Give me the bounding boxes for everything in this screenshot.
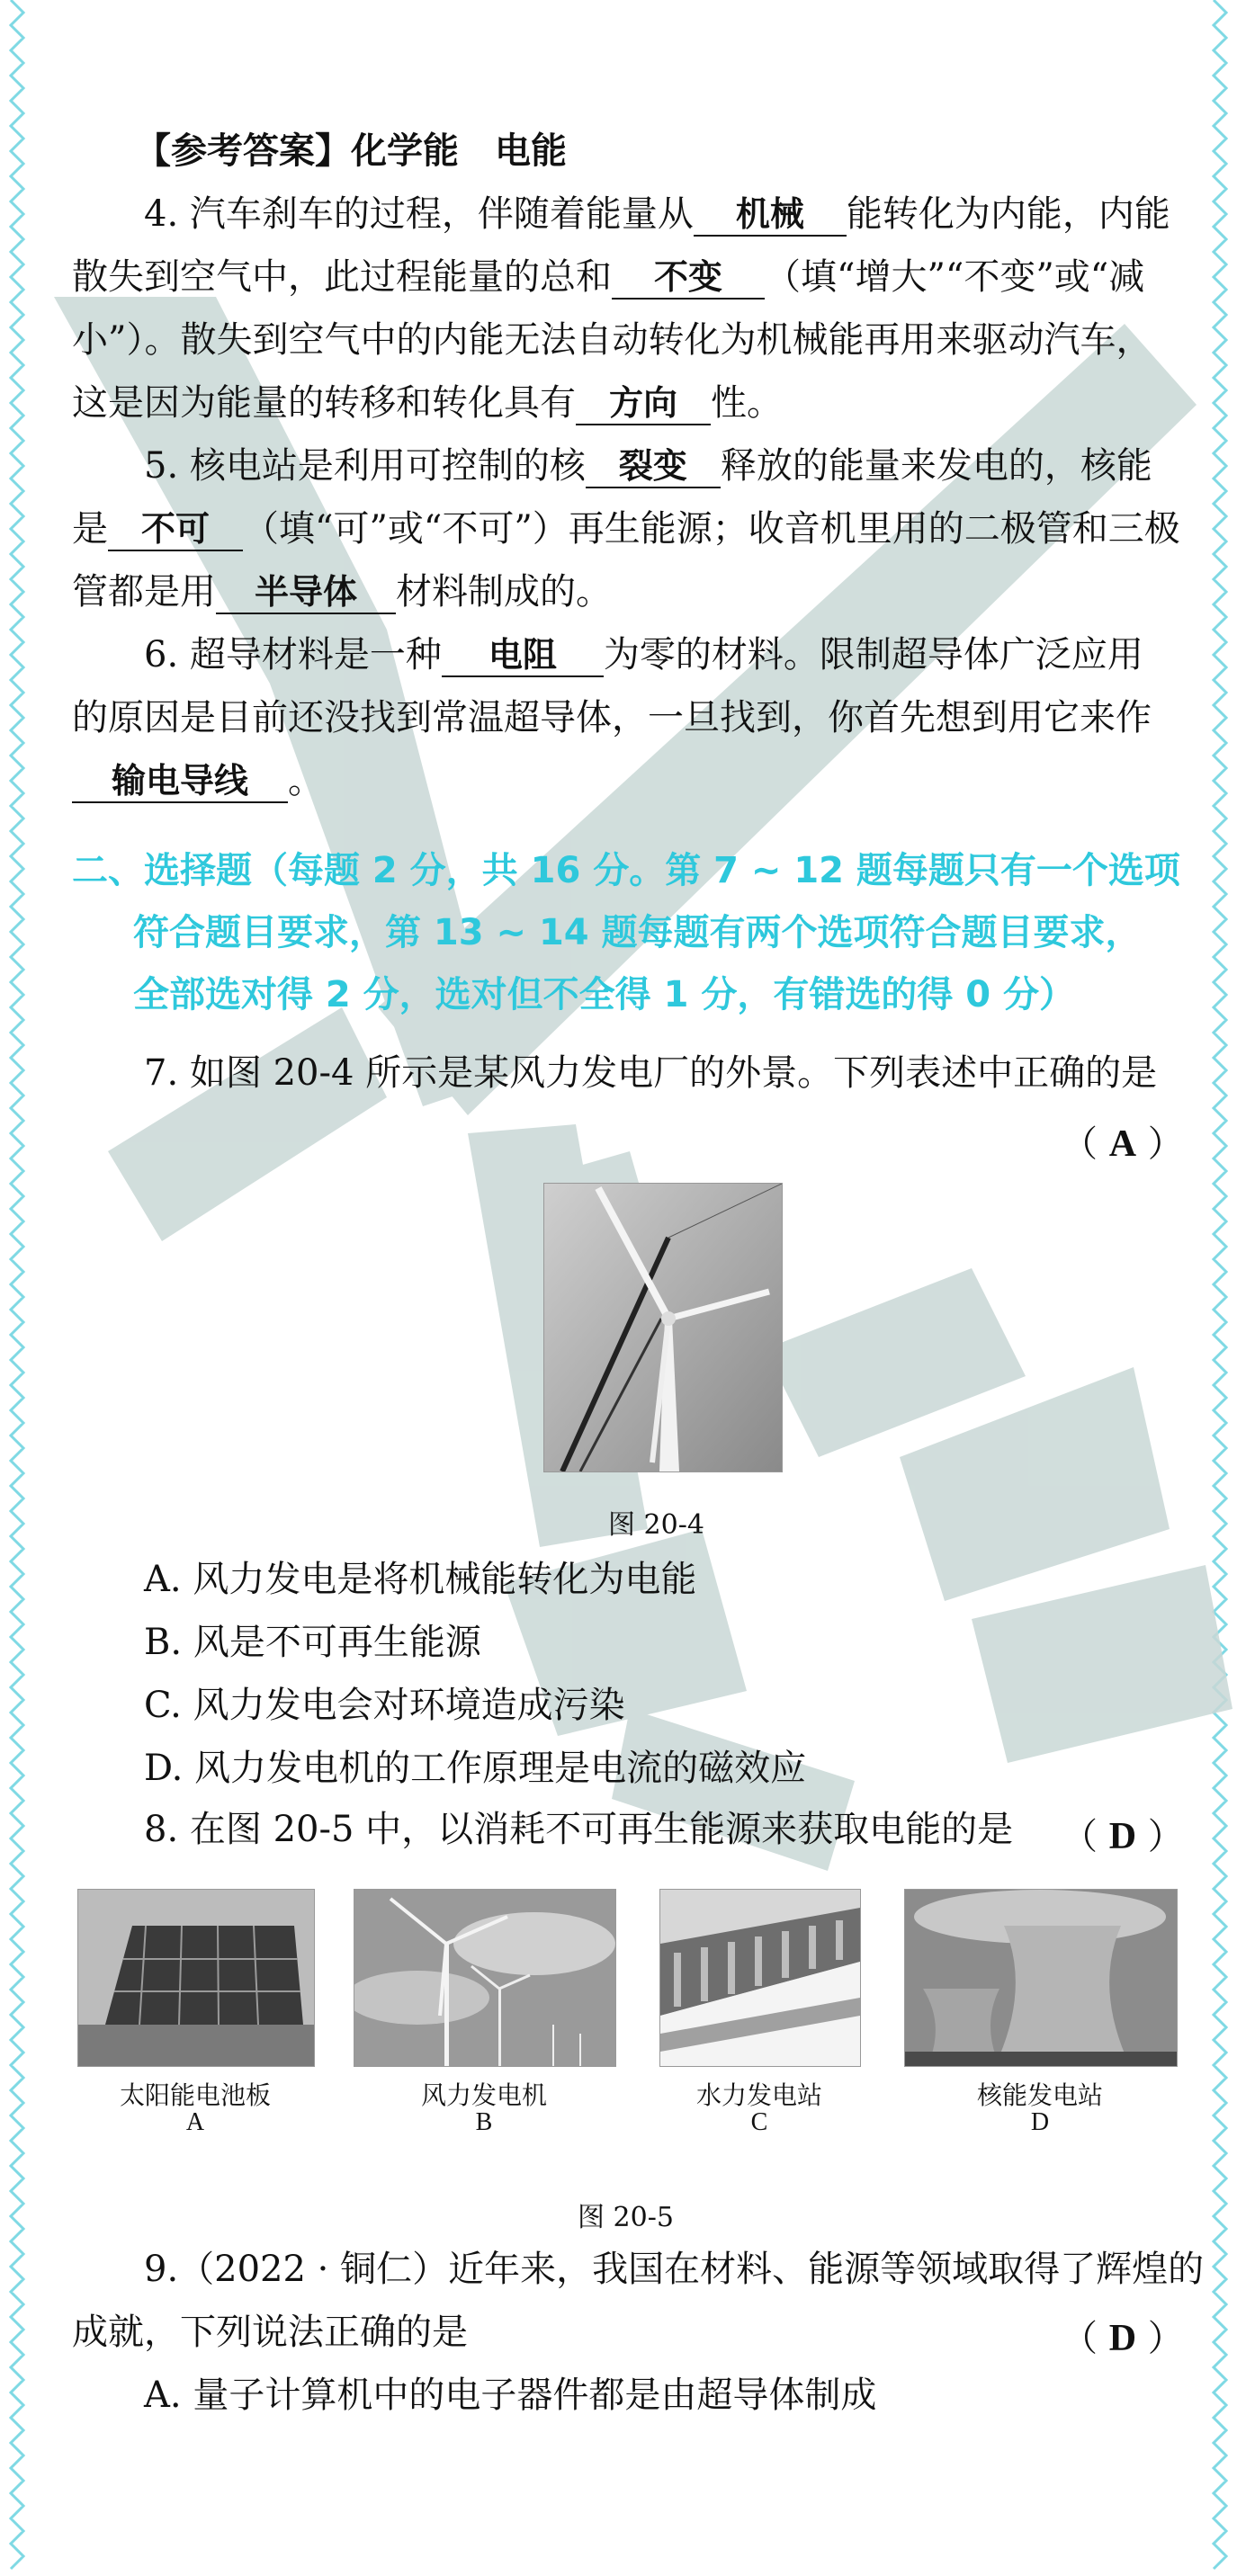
image-b-letter: B xyxy=(475,2108,493,2136)
q6-text: 6. 超导材料是一种 xyxy=(144,634,442,675)
q4-blank1: 机械 xyxy=(694,193,847,237)
wind-turbine-photo xyxy=(354,1889,616,2067)
image-c-label: 水力发电站 xyxy=(695,2080,822,2110)
nuclear-power-station-photo xyxy=(904,1889,1178,2067)
q7-answer-letter: A xyxy=(1108,1123,1137,1165)
q5-line2 xyxy=(72,504,1180,554)
q4-text: 能转化为内能，内能 xyxy=(846,193,1170,235)
q7-option-a: A. 风力发电是将机械能转化为电能 xyxy=(144,1559,697,1600)
reference-answer-label: 【参考答案】 xyxy=(135,130,351,172)
image-d-label: 核能发电站 xyxy=(976,2080,1103,2110)
q7-option-b: B. 风是不可再生能源 xyxy=(144,1622,481,1663)
q4-text: 4. 汽车刹车的过程，伴随着能量从 xyxy=(144,193,694,235)
image-a-letter: A xyxy=(185,2108,205,2136)
q5-blank3: 半导体 xyxy=(216,571,396,614)
section2-heading-line3: 全部选对得 2 分，选对但不全得 1 分，有错选的得 0 分） xyxy=(133,974,1076,1015)
q9-line1: 9.（2022 · 铜仁）近年来，我国在材料、能源等领域取得了辉煌的 xyxy=(144,2249,1205,2290)
q9-line2: 成就，下列说法正确的是 xyxy=(72,2312,468,2353)
q6-blank1: 电阻 xyxy=(442,634,604,677)
q6-line3 xyxy=(72,756,324,806)
q4-line3: 小”）。散失到空气中的内能无法自动转化为机械能再用来驱动汽车， xyxy=(72,319,1152,361)
q7-stem: 7. 如图 20-4 所示是某风力发电厂的外景。下列表述中正确的是 xyxy=(144,1052,1158,1094)
q6-text: 为零的材料。限制超导体广泛应用 xyxy=(603,634,1143,675)
answer-bracket: ） xyxy=(1147,1123,1184,1165)
q5-text: （填“可”或“不可”）再生能源；收音机里用的二极管和三极 xyxy=(243,508,1180,550)
section2-heading-line1: 二、选择题（每题 2 分，共 16 分。第 7 ~ 12 题每题只有一个选项 xyxy=(72,850,1180,891)
q5-text: 是 xyxy=(72,508,108,550)
q5-blank2: 不可 xyxy=(108,508,243,551)
image-b-label: 风力发电机 xyxy=(420,2080,547,2110)
q8-stem: 8. 在图 20-5 中，以消耗不可再生能源来获取电能的是 xyxy=(144,1809,1014,1850)
q7-option-c: C. 风力发电会对环境造成污染 xyxy=(144,1685,625,1726)
q5-text: 材料制成的。 xyxy=(396,571,612,613)
q4-text: 性。 xyxy=(711,382,783,424)
answer-bracket: （ xyxy=(1062,1816,1098,1857)
answer-bracket: （ xyxy=(1062,2318,1098,2359)
q6-text: 。 xyxy=(288,760,324,801)
q5-blank1: 裂变 xyxy=(586,445,721,488)
q5-text: 释放的能量来发电的，核能 xyxy=(720,445,1152,487)
section2-heading-line2: 符合题目要求，第 13 ~ 14 题每题有两个选项符合题目要求， xyxy=(133,912,1142,953)
image-a-label: 太阳能电池板 xyxy=(119,2080,271,2110)
figure-20-5-caption: 图 20-5 xyxy=(578,2202,674,2233)
q8-answer xyxy=(1062,1808,1184,1859)
image-c-letter: C xyxy=(750,2108,768,2136)
q4-text: 这是因为能量的转移和转化具有 xyxy=(72,382,576,424)
q4-line4 xyxy=(72,378,783,428)
answer-bracket: （ xyxy=(1062,1123,1098,1165)
q6-line1 xyxy=(144,630,1143,680)
reference-answer: 化学能 电能 xyxy=(351,130,567,172)
q6-blank2: 输电导线 xyxy=(72,760,288,803)
q5-line1 xyxy=(144,441,1152,491)
figure-20-4-wind-turbine-photo xyxy=(543,1183,783,1472)
q8-answer-letter: D xyxy=(1108,1816,1137,1857)
image-d-letter: D xyxy=(1030,2108,1050,2136)
q9-option-a: A. 量子计算机中的电子器件都是由超导体制成 xyxy=(144,2375,877,2416)
hydropower-station-photo xyxy=(659,1889,861,2067)
q4-text: 散失到空气中，此过程能量的总和 xyxy=(72,256,612,298)
answer-bracket: ） xyxy=(1147,1816,1184,1857)
q9-answer xyxy=(1062,2310,1184,2361)
figure-20-4-caption: 图 20-4 xyxy=(608,1509,704,1541)
q4-blank2: 不变 xyxy=(612,256,765,300)
q4-text: （填“增大”“不变”或“减 xyxy=(765,256,1145,298)
q6-line2: 的原因是目前还没找到常温超导体，一旦找到，你首先想到用它来作 xyxy=(72,697,1152,738)
q7-option-d: D. 风力发电机的工作原理是电流的磁效应 xyxy=(144,1748,807,1789)
q5-text: 5. 核电站是利用可控制的核 xyxy=(144,445,586,487)
q5-text: 管都是用 xyxy=(72,571,216,613)
q9-answer-letter: D xyxy=(1108,2318,1137,2359)
q4-line2 xyxy=(72,252,1144,302)
q5-line3 xyxy=(72,567,612,617)
q7-answer xyxy=(1062,1115,1184,1167)
answer-bracket: ） xyxy=(1147,2318,1184,2359)
q4-line1 xyxy=(144,189,1170,239)
q4-blank3: 方向 xyxy=(576,382,711,425)
prev-answer-line xyxy=(135,126,567,176)
solar-panel-photo xyxy=(77,1889,315,2067)
